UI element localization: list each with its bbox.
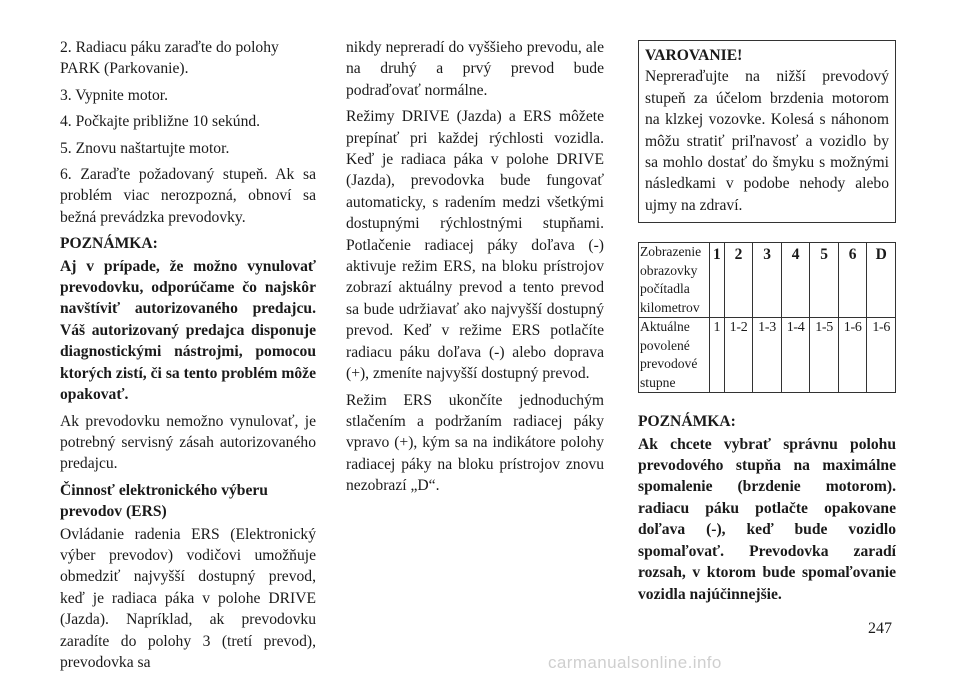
continuation-paragraph: nikdy nepreradí do vyššieho prevodu, ale na druhý a prvý prevod bude podraďovať normálne. <box>346 39 604 99</box>
note-text-2: Ak chcete vybrať správnu polohu prevodového stupňa na maximálne spomalenie (brzdenie motorom). radiacu páku potlačte opakovane doľava (-), keď bude vozidlo spomaľovať. Prevodovka zaradí rozsah, v ktorom bude spomaľovanie vozidla najúčinnejšie. <box>638 435 896 603</box>
table-cell: 5 <box>810 243 839 318</box>
section-heading <box>60 480 316 523</box>
note-heading: POZNÁMKA: <box>60 235 158 253</box>
table-cell: 1-6 <box>838 318 867 393</box>
table-cell: 6 <box>838 243 867 318</box>
ers-paragraph: Ovládanie radenia ERS (Elektronický výber prevodov) vodičovi umožňuje obmedziť najvyšší dostupný prevod, keď je radiaca páka v polohe DRIVE (Jazda). Napríklad, ak prevodovku zaradíte do polohy 3 (tretí prevod), prevodovka sa <box>60 525 316 671</box>
step-4: 4. Počkajte približne 10 sekúnd. <box>60 113 261 131</box>
table-cell: 1-2 <box>724 318 753 393</box>
allowed-gears-label: Aktuálne povolené prevodové stupne <box>639 318 710 393</box>
warning-box <box>638 40 896 223</box>
step-2: 2. Radiacu páku zaraďte do polohy PARK (Parkovanie). <box>60 39 279 78</box>
left-column <box>60 37 316 678</box>
gear-table <box>638 242 896 393</box>
section-heading-line-1: Činnosť elektronického výberu <box>60 481 268 499</box>
drive-ers-paragraph: Režimy DRIVE (Jazda) a ERS môžete prepínať pri každej rýchlosti vozidla. Keď je radiaca páka v polohe DRIVE (Jazda), prevodovka bude fungovať automaticky, s radením medzi všetkými dostupnými rýchlostnými stupňami. Potlačenie radiacej páky doľava (-) aktivuje režim ERS, na bloku prístrojov zobrazí aktuálny prevod a tento prevod sa bude udržiavať ako najvyšší dostupný prevod. Keď v režime ERS potlačíte radiacu páku doľava (-) alebo doprava (+), zmeníte najvyšší dostupný prevod. <box>346 108 604 383</box>
table-cell: 4 <box>781 243 810 318</box>
table-cell: 1 <box>710 243 725 318</box>
watermark: carmanualsonline.info <box>548 653 722 672</box>
step-6: 6. Zaraďte požadovaný stupeň. Ak sa problém viac nerozpozná, obnoví sa bežná prevádzka prevodovky. <box>60 166 316 226</box>
warning-title: VAROVANIE! <box>645 47 743 64</box>
table-row <box>639 318 896 393</box>
table-cell: 1-4 <box>781 318 810 393</box>
reset-paragraph: Ak prevodovku nemožno vynulovať, je potrebný servisný zásah autorizovaného predajcu. <box>60 412 316 473</box>
step-5: 5. Znovu naštartujte motor. <box>60 139 230 157</box>
table-cell: D <box>867 243 896 318</box>
table-cell: 1-5 <box>810 318 839 393</box>
section-heading-line-2: prevodov (ERS) <box>60 503 167 521</box>
page-number: 247 <box>868 620 892 637</box>
step-3: 3. Vypnite motor. <box>60 86 169 104</box>
table-cell: 1-3 <box>753 318 782 393</box>
exit-ers-paragraph: Režim ERS ukončíte jednoduchým stlačením a podržaním radiacej páky vpravo (+), kým sa na indikátore polohy radiacej páky na bloku prístrojov znovu nezobrazí „D“. <box>346 391 604 495</box>
warning-text: Nepreraďujte na nižší prevodový stupeň za účelom brzdenia motorom na klzkej vozovke. Kolesá s náhonom môžu stratiť priľnavosť a vozidlo by sa mohlo dostať do šmyku s možnými následkami v podobe nehody alebo ujmy na zdraví. <box>645 68 889 214</box>
table-cell: 1-6 <box>867 318 896 393</box>
note-heading-2: POZNÁMKA: <box>638 413 736 431</box>
table-cell: 1 <box>710 318 725 393</box>
table-cell: 2 <box>724 243 753 318</box>
right-column <box>638 37 896 610</box>
middle-column <box>346 37 604 502</box>
note-text: Aj v prípade, že možno vynulovať prevodovku, odporúčame čo najskôr navštíviť autorizovaného predajcu. Váš autorizovaný predajca disponuje diagnostickými nástrojmi, pomocou ktorých zistí, či sa tento problém môže opakovať. <box>60 257 316 404</box>
odometer-display-label: Zobrazenie obrazovky počítadla kilometrov <box>639 243 710 318</box>
table-cell: 3 <box>753 243 782 318</box>
table-row <box>639 243 896 318</box>
